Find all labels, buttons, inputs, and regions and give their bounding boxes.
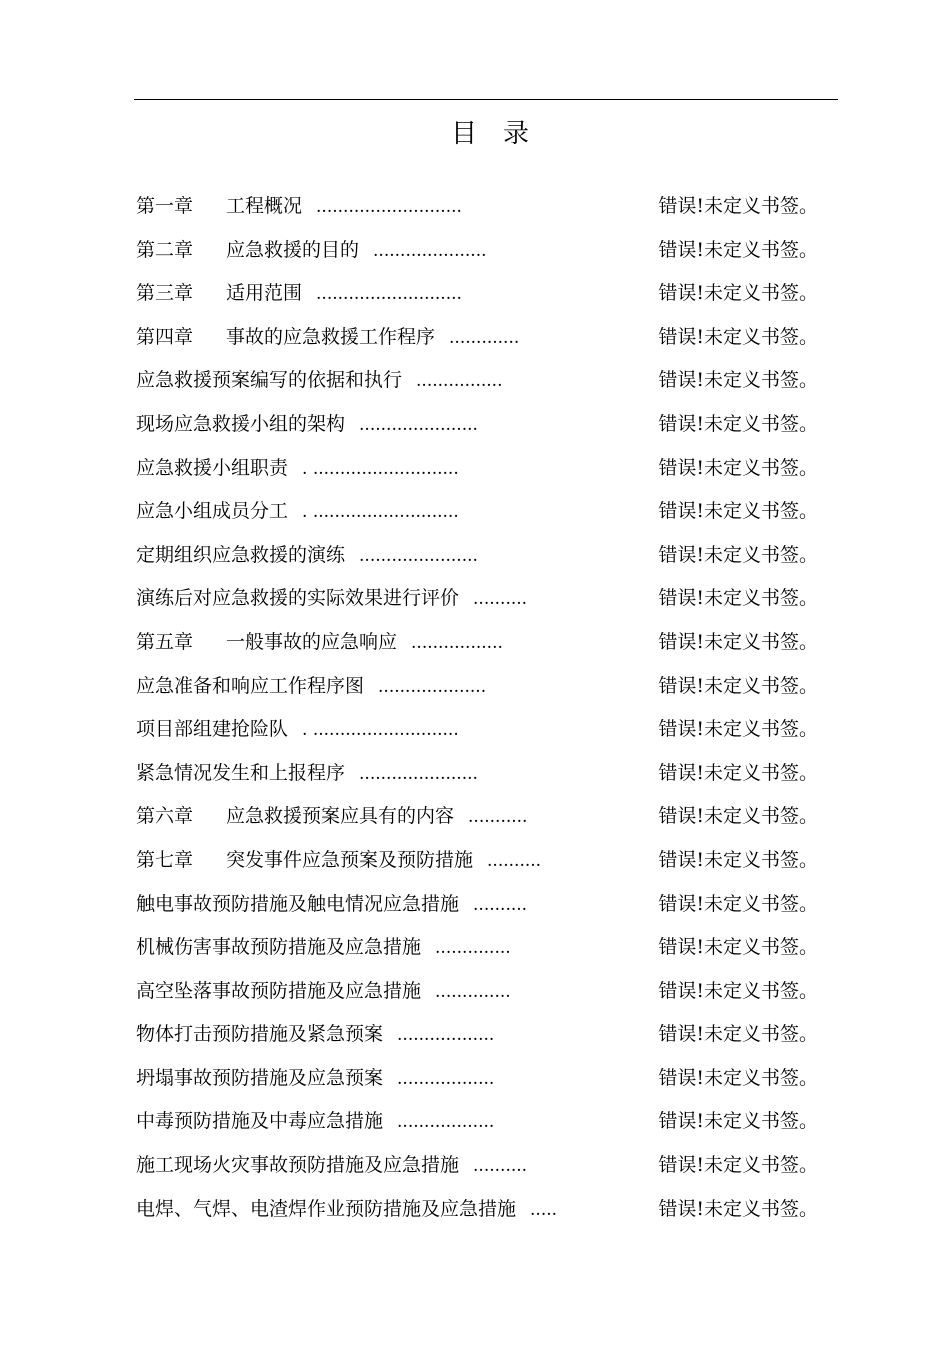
toc-entry-chapter-number: 第七章: [136, 848, 194, 871]
toc-entry-title: 应急小组成员分工: [136, 500, 289, 523]
toc-entry-title: 工程概况: [226, 195, 303, 217]
toc-entry-title: 定期组织应急救援的演练: [136, 543, 346, 566]
toc-entry-page-ref: 错误!未定义书签。: [658, 848, 818, 871]
toc-entry-title: 事故的应急救援工作程序: [226, 325, 436, 348]
toc-entry-leader-dots: ..............: [435, 938, 511, 959]
toc-entry-page-ref: 错误!未定义书签。: [658, 805, 818, 828]
toc-entry-chapter-number: 第六章: [136, 805, 194, 828]
toc-entry[interactable]: [136, 757, 826, 801]
toc-entry-chapter-number: 第二章: [136, 238, 194, 261]
toc-entry-leader-dots: .............: [449, 327, 520, 348]
toc-entry-title: 应急救援预案编写的依据和执行: [136, 369, 403, 392]
toc-entry-chapter-number: 第四章: [136, 325, 194, 348]
toc-entry-page-ref: 错误!未定义书签。: [658, 936, 818, 959]
toc-entry-leader-dots: ..........: [473, 1156, 528, 1177]
toc-entry-leader-dots: ..................: [397, 1112, 495, 1133]
toc-entry-title: 突发事件应急预案及预防措施: [226, 848, 474, 871]
toc-entry-leader-dots: ....................: [378, 676, 487, 697]
header-rule: [134, 99, 838, 100]
toc-entry-page-ref: 错误!未定义书签。: [658, 412, 818, 435]
toc-entry-chapter-number: 第五章: [136, 630, 194, 653]
toc-entry-page-ref: 错误!未定义书签。: [658, 718, 818, 741]
toc-entry-page-ref: 错误!未定义书签。: [658, 456, 818, 479]
toc-entry-leader-dots: ...........: [468, 807, 528, 828]
toc-entry-title: 坍塌事故预防措施及应急预案: [136, 1066, 384, 1089]
toc-entry-page-ref: 错误!未定义书签。: [658, 1066, 818, 1089]
toc-entry-leader-dots: . ...........................: [302, 720, 459, 741]
toc-entry[interactable]: [136, 670, 826, 714]
toc-entry-leader-dots: . ...........................: [302, 502, 459, 523]
toc-entry-page-ref: 错误!未定义书签。: [658, 325, 818, 348]
toc-entry-chapter-number: 第一章: [136, 195, 194, 217]
toc-entry-leader-dots: ......................: [359, 763, 478, 784]
toc-entry-page-ref: 错误!未定义书签。: [658, 1023, 818, 1046]
toc-entry-chapter-number: 第三章: [136, 282, 194, 305]
toc-entry-title: 中毒预防措施及中毒应急措施: [136, 1110, 384, 1133]
toc-entry-page-ref: 错误!未定义书签。: [658, 195, 818, 217]
toc-entry-leader-dots: ..............: [435, 981, 511, 1002]
toc-entry[interactable]: [136, 1149, 826, 1193]
toc-entry-title: 适用范围: [226, 282, 303, 305]
toc-entry-leader-dots: ..........: [473, 894, 528, 915]
toc-entry-page-ref: 错误!未定义书签。: [658, 543, 818, 566]
toc-entry[interactable]: [136, 321, 826, 365]
toc-entry-leader-dots: ..........: [487, 850, 542, 871]
toc-entry[interactable]: [136, 190, 826, 234]
toc-entry-leader-dots: ...........................: [316, 197, 462, 217]
toc-entry-title: 应急救援的目的: [226, 238, 360, 261]
toc-entry-page-ref: 错误!未定义书签。: [658, 369, 818, 392]
toc-entry[interactable]: [136, 888, 826, 932]
toc-entry[interactable]: [136, 844, 826, 888]
toc-entry-page-ref: 错误!未定义书签。: [658, 979, 818, 1002]
toc-entry[interactable]: [136, 626, 826, 670]
toc-entry-page-ref: 错误!未定义书签。: [658, 761, 818, 784]
toc-entry[interactable]: [136, 931, 826, 975]
toc-entry[interactable]: [136, 1193, 826, 1237]
toc-entry-title: 紧急情况发生和上报程序: [136, 761, 346, 784]
toc-entry-leader-dots: ......................: [359, 414, 478, 435]
toc-entry[interactable]: [136, 1105, 826, 1149]
toc-entry-title: 施工现场火灾事故预防措施及应急措施: [136, 1154, 460, 1177]
toc-entry-leader-dots: .................: [411, 632, 503, 653]
toc-list: [136, 190, 826, 1236]
toc-entry[interactable]: [136, 713, 826, 757]
toc-entry-title: 机械伤害事故预防措施及应急措施: [136, 936, 422, 959]
toc-entry-page-ref: 错误!未定义书签。: [658, 630, 818, 653]
toc-entry[interactable]: [136, 539, 826, 583]
toc-entry[interactable]: [136, 582, 826, 626]
toc-entry[interactable]: [136, 1018, 826, 1062]
toc-entry-page-ref: 错误!未定义书签。: [658, 282, 818, 305]
toc-entry-leader-dots: . ...........................: [302, 458, 459, 479]
toc-entry-title: 一般事故的应急响应: [226, 630, 398, 653]
toc-entry-leader-dots: ................: [416, 371, 503, 392]
toc-entry[interactable]: [136, 495, 826, 539]
toc-entry-leader-dots: .....: [530, 1199, 558, 1220]
toc-title: 目 录: [450, 119, 529, 149]
toc-entry-title: 现场应急救援小组的架构: [136, 412, 346, 435]
toc-entry-leader-dots: ...........................: [316, 284, 462, 305]
toc-entry[interactable]: [136, 1062, 826, 1106]
toc-entry-title: 演练后对应急救援的实际效果进行评价: [136, 587, 460, 610]
toc-entry-title: 应急救援小组职责: [136, 456, 289, 479]
toc-entry-leader-dots: ......................: [359, 545, 478, 566]
toc-entry[interactable]: [136, 975, 826, 1019]
toc-entry-leader-dots: .....................: [373, 240, 487, 261]
toc-entry-title: 项目部组建抢险队: [136, 718, 289, 741]
toc-entry[interactable]: [136, 408, 826, 452]
toc-entry-title: 应急救援预案应具有的内容: [226, 805, 455, 828]
toc-entry-leader-dots: ..................: [397, 1025, 495, 1046]
toc-entry-page-ref: 错误!未定义书签。: [658, 674, 818, 697]
toc-entry-page-ref: 错误!未定义书签。: [658, 500, 818, 523]
toc-entry-title: 触电事故预防措施及触电情况应急措施: [136, 892, 460, 915]
toc-entry[interactable]: [136, 800, 826, 844]
toc-entry-leader-dots: ..................: [397, 1068, 495, 1089]
toc-entry-page-ref: 错误!未定义书签。: [658, 1154, 818, 1177]
toc-entry[interactable]: [136, 234, 826, 278]
toc-entry-title: 物体打击预防措施及紧急预案: [136, 1023, 384, 1046]
toc-entry[interactable]: [136, 452, 826, 496]
toc-entry-page-ref: 错误!未定义书签。: [658, 1197, 818, 1220]
toc-entry[interactable]: [136, 364, 826, 408]
toc-entry-title: 应急准备和响应工作程序图: [136, 674, 365, 697]
toc-entry-page-ref: 错误!未定义书签。: [658, 892, 818, 915]
toc-entry-page-ref: 错误!未定义书签。: [658, 587, 818, 610]
toc-entry-title: 电焊、气焊、电渣焊作业预防措施及应急措施: [136, 1197, 517, 1220]
toc-entry-title: 高空坠落事故预防措施及应急措施: [136, 979, 422, 1002]
toc-entry-page-ref: 错误!未定义书签。: [658, 1110, 818, 1133]
toc-entry-page-ref: 错误!未定义书签。: [658, 238, 818, 261]
toc-entry-leader-dots: ..........: [473, 589, 528, 610]
toc-entry[interactable]: [136, 277, 826, 321]
